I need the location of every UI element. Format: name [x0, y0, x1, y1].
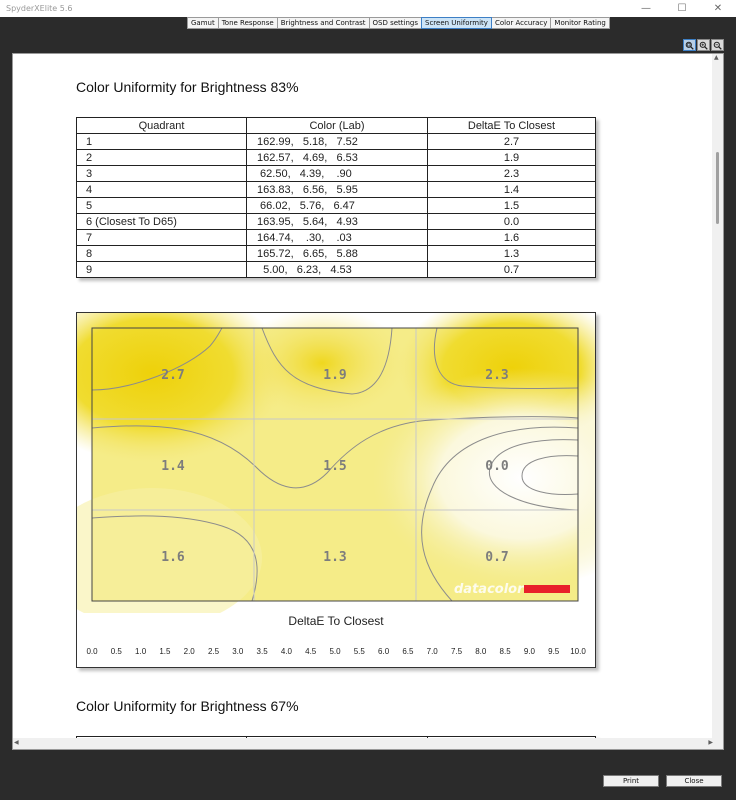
- lab-cell: 5.00, 6.23, 4.53: [247, 262, 428, 278]
- deltae-cell: 1.5: [428, 198, 596, 214]
- lab-cell: 62.50, 4.39, .90: [247, 166, 428, 182]
- datacolor-watermark: datacolor: [454, 582, 524, 597]
- legend-tick-label: 2.0: [183, 647, 195, 656]
- col-header-quadrant: Quadrant: [77, 118, 247, 134]
- tab-osd-settings[interactable]: OSD settings: [369, 17, 422, 29]
- app-title: SpyderXElite 5.6: [6, 4, 73, 13]
- deltae-cell: 1.4: [428, 182, 596, 198]
- lab-cell: 164.74, .30, .03: [247, 230, 428, 246]
- table-row: [77, 150, 596, 166]
- legend-title: DeltaE To Closest: [288, 614, 384, 628]
- legend-tick-labels: [77, 647, 595, 657]
- quadrant-cell: 2: [77, 150, 247, 166]
- quadrant-cell: 3: [77, 166, 247, 182]
- deltae-cell: 0.0: [428, 214, 596, 230]
- heatmap-value-7: 1.6: [161, 550, 185, 565]
- zoom-fit-icon[interactable]: [683, 39, 696, 51]
- lab-cell: 162.99, 5.18, 7.52: [247, 134, 428, 150]
- scroll-left-icon[interactable]: ◀: [14, 739, 19, 746]
- tab-gamut[interactable]: Gamut: [187, 17, 219, 29]
- table-row: [77, 214, 596, 230]
- close-button[interactable]: Close: [666, 775, 722, 787]
- table-row: [77, 246, 596, 262]
- legend-tick-label: 10.0: [570, 647, 586, 656]
- legend-tick-label: 7.5: [450, 647, 463, 656]
- legend-tick-label: 4.0: [280, 647, 292, 656]
- table-row: [77, 198, 596, 214]
- table-row: [77, 134, 596, 150]
- bottom-bar: [0, 750, 736, 800]
- uniformity-heatmap-panel: [76, 312, 596, 668]
- lab-cell: 162.57, 4.69, 6.53: [247, 150, 428, 166]
- heatmap-value-1: 2.7: [161, 368, 185, 383]
- vertical-scrollbar[interactable]: [712, 54, 723, 739]
- col-header-color-lab: Color (Lab): [247, 118, 428, 134]
- quadrant-cell: 4: [77, 182, 247, 198]
- legend-tick-label: 9.5: [548, 647, 560, 656]
- legend-tick-label: 3.0: [232, 647, 244, 656]
- horizontal-scrollbar[interactable]: [13, 738, 724, 749]
- heatmap-value-8: 1.3: [323, 550, 347, 565]
- quadrant-cell: 8: [77, 246, 247, 262]
- deltae-cell: 1.9: [428, 150, 596, 166]
- heatmap-value-6: 0.0: [485, 459, 509, 474]
- quadrant-cell: 9: [77, 262, 247, 278]
- legend-tick-label: 8.5: [499, 647, 511, 656]
- lab-cell: 163.83, 6.56, 5.95: [247, 182, 428, 198]
- report-page: [13, 54, 712, 739]
- table-row: [77, 262, 596, 278]
- zoom-toolbar: [683, 39, 724, 51]
- legend-tick-label: 6.5: [402, 647, 414, 656]
- legend-tick-label: 0.5: [110, 647, 122, 656]
- scroll-up-icon[interactable]: ▲: [714, 54, 719, 61]
- heatmap-value-3: 2.3: [485, 368, 509, 383]
- legend-tick-label: 8.0: [475, 647, 487, 656]
- table-row: [77, 166, 596, 182]
- legend-tick-label: 3.5: [256, 647, 268, 656]
- lab-cell: 66.02, 5.76, 6.47: [247, 198, 428, 214]
- tab-monitor-rating[interactable]: Monitor Rating: [550, 17, 609, 29]
- legend-tick-label: 9.0: [523, 647, 535, 656]
- tab-tone-response[interactable]: Tone Response: [218, 17, 278, 29]
- uniformity-table-83: [76, 117, 596, 278]
- tab-brightness-contrast[interactable]: Brightness and Contrast: [277, 17, 370, 29]
- quadrant-cell: 1: [77, 134, 247, 150]
- uniformity-heatmap: [77, 313, 595, 613]
- datacolor-watermark-bar: [524, 585, 570, 593]
- title-bar: [0, 0, 736, 17]
- section-title-67: Color Uniformity for Brightness 67%: [76, 698, 299, 714]
- tab-bar: [187, 17, 609, 29]
- deltae-cell: 1.6: [428, 230, 596, 246]
- scrollbar-thumb[interactable]: [716, 152, 719, 224]
- tab-color-accuracy[interactable]: Color Accuracy: [491, 17, 551, 29]
- deltae-cell: 0.7: [428, 262, 596, 278]
- quadrant-cell: 5: [77, 198, 247, 214]
- legend-tick-label: 1.5: [159, 647, 171, 656]
- lab-cell: 163.95, 5.64, 4.93: [247, 214, 428, 230]
- legend-tick-label: 0.0: [86, 647, 98, 656]
- minimize-icon[interactable]: —: [641, 3, 651, 14]
- quadrant-cell: 6 (Closest To D65): [77, 214, 247, 230]
- section-title-83: Color Uniformity for Brightness 83%: [76, 79, 299, 95]
- col-header-deltae: DeltaE To Closest: [428, 118, 596, 134]
- legend-tick-label: 4.5: [305, 647, 317, 656]
- quadrant-cell: 7: [77, 230, 247, 246]
- report-viewport: [12, 53, 724, 750]
- heatmap-value-2: 1.9: [323, 368, 347, 383]
- heatmap-value-9: 0.7: [485, 550, 509, 565]
- scroll-right-icon[interactable]: ▶: [708, 739, 713, 746]
- table-row: [77, 182, 596, 198]
- lab-cell: 165.72, 6.65, 5.88: [247, 246, 428, 262]
- table-row: [77, 230, 596, 246]
- heatmap-value-5: 1.5: [323, 459, 347, 474]
- legend-tick-label: 7.0: [426, 647, 438, 656]
- deltae-cell: 2.7: [428, 134, 596, 150]
- deltae-cell: 2.3: [428, 166, 596, 182]
- heatmap-value-4: 1.4: [161, 459, 185, 474]
- legend-tick-label: 2.5: [207, 647, 220, 656]
- deltae-cell: 1.3: [428, 246, 596, 262]
- legend-tick-label: 5.5: [353, 647, 365, 656]
- tab-screen-uniformity[interactable]: Screen Uniformity: [421, 17, 492, 29]
- close-icon[interactable]: ✕: [713, 3, 723, 14]
- legend-tick-label: 1.0: [135, 647, 147, 656]
- zoom-in-icon[interactable]: [697, 39, 710, 51]
- maximize-icon[interactable]: ☐: [677, 3, 687, 14]
- legend-tick-label: 6.0: [378, 647, 390, 656]
- zoom-out-icon[interactable]: [711, 39, 724, 51]
- print-button[interactable]: Print: [603, 775, 659, 787]
- legend-tick-label: 5.0: [329, 647, 341, 656]
